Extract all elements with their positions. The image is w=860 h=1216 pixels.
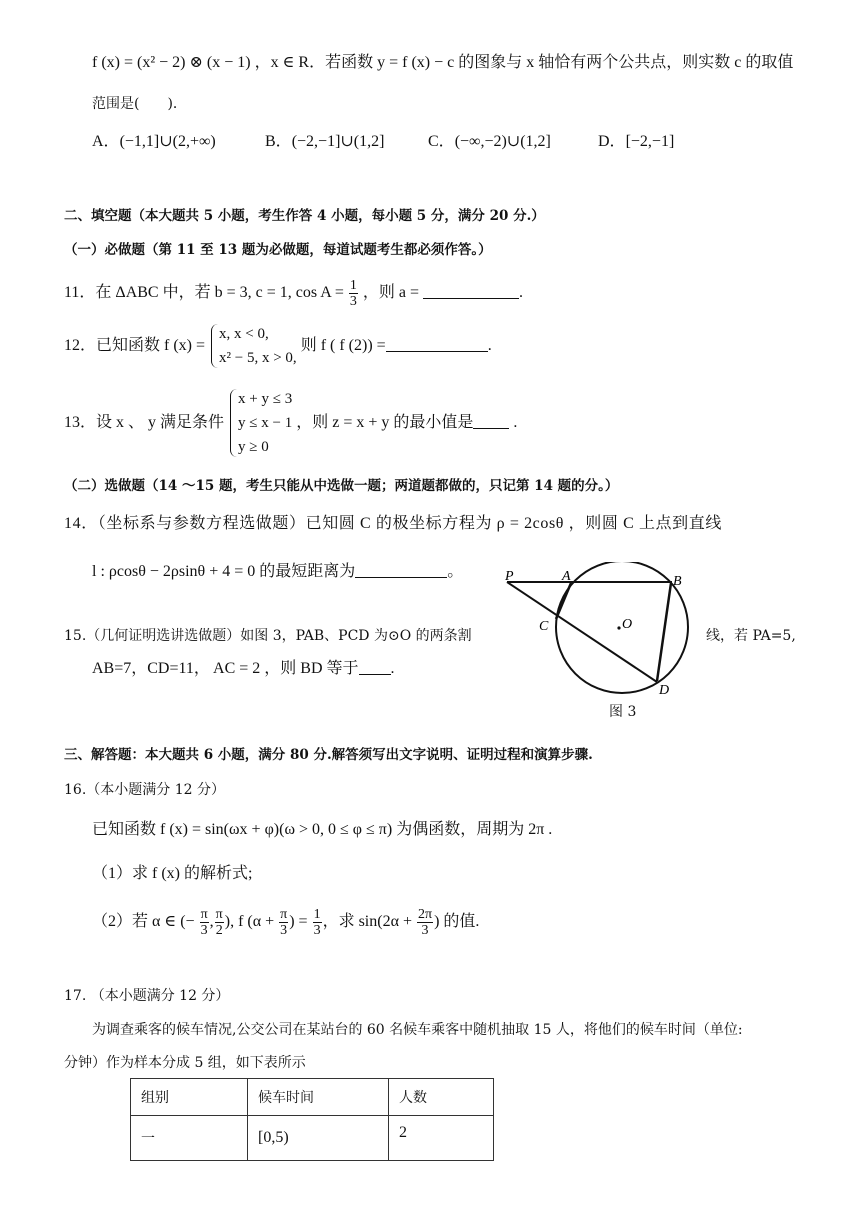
answer-blank — [355, 563, 447, 578]
fraction — [417, 907, 433, 938]
section2-heading: 二、填空题（本大题共 5 小题，考生作答 4 小题，每小题 5 分，满分 20 分.） — [64, 208, 545, 224]
label-a: A — [562, 569, 571, 584]
q11 — [64, 273, 523, 313]
fraction — [215, 907, 224, 938]
q17-heading: 17. （本小题满分 12 分） — [64, 988, 230, 1004]
q15-line1: 15.（几何证明选讲选做题）如图 3，PAB、PCD 为⊙O 的两条割 — [64, 628, 472, 644]
q16-body: 已知函数 f (x) = sin(ωx + φ)(ω > 0, 0 ≤ φ ≤ π) 为偶函数，周期为 2π . — [92, 821, 553, 838]
numerator: π — [215, 906, 223, 922]
q10-line1: f (x) = (x² − 2) ⊗ (x − 1) ，x ∈ R．若函数 y = f (x) − c 的图象与 x 轴恰有两个公共点，则实数 c 的取值 — [92, 54, 794, 71]
numerator: π — [280, 906, 288, 922]
q17-body-line2: 分钟）作为样本分成 5 组，如下表所示 — [64, 1055, 306, 1071]
section3-heading: 三、解答题：本大题共 6 小题，满分 80 分.解答须写出文字说明、证明过程和演算步骤. — [64, 747, 593, 763]
q12 — [64, 320, 492, 372]
option-label: A． — [92, 133, 120, 150]
figure-caption: 图 3 — [609, 704, 637, 720]
option-text: (−∞,−2)∪(1,2] — [454, 133, 551, 150]
constraint-brace — [228, 387, 292, 459]
label-p: P — [505, 569, 514, 584]
case-2: y ≤ x − 1 — [238, 415, 293, 432]
q15-text: AB=7，CD=11， AC = 2 ，则 BD 等于 — [92, 660, 359, 677]
q13 — [64, 385, 517, 461]
denominator: 3 — [313, 922, 321, 938]
label-o: O — [622, 617, 633, 632]
table-header: 组别 — [131, 1079, 248, 1116]
numerator: 1 — [349, 277, 357, 293]
q12-text: 12．已知函数 f (x) = — [64, 337, 206, 354]
answer-blank — [386, 337, 488, 352]
q16-text-f: ) 的值. — [434, 913, 480, 930]
fraction — [200, 907, 209, 938]
chord-bd — [657, 583, 671, 681]
secant-pcd — [507, 582, 657, 682]
q14-text: l : ρcosθ − 2ρsinθ + 4 = 0 的最短距离为 — [92, 563, 356, 580]
answer-blank — [473, 414, 509, 429]
fraction — [313, 907, 322, 938]
fraction — [349, 278, 358, 309]
q10-option-b — [265, 132, 384, 152]
fraction — [279, 907, 288, 938]
label-d: D — [659, 683, 670, 698]
figure-3-circle-diagram — [495, 562, 695, 722]
q10-option-c — [428, 132, 551, 152]
q13-text: 13．设 x 、 y 满足条件 — [64, 414, 225, 431]
section2-sub1: （一）必做题（第 11 至 13 题为必做题，每道试题考生都必须作答。） — [64, 242, 492, 258]
q12-text2: 则 f ( f (2)) = — [300, 337, 386, 354]
answer-blank — [423, 284, 519, 299]
table-header: 人数 — [389, 1079, 494, 1116]
case-3: y ≥ 0 — [238, 439, 269, 456]
q16-part2 — [92, 900, 479, 944]
center-point — [617, 626, 620, 629]
q16-part1: （1）求 f (x) 的解析式; — [92, 865, 253, 882]
chord-ac — [556, 583, 571, 619]
option-text: (−2,−1]∪(1,2] — [291, 133, 385, 150]
q15-line2 — [92, 659, 395, 679]
q12-end: . — [487, 337, 492, 354]
q16-text-a: （2）若 α ∈ (− — [92, 913, 195, 930]
case-1: x + y ≤ 3 — [238, 391, 293, 408]
q13-text2: ，则 z = x + y 的最小值是 — [296, 414, 474, 431]
denominator: 2 — [215, 922, 223, 938]
q14-end: 。 — [447, 563, 464, 580]
option-label: B． — [265, 133, 292, 150]
q11-text: 11．在 ΔABC 中，若 b = 3, c = 1, cos A = — [64, 284, 344, 301]
q11-text2: ，则 a = — [362, 284, 420, 301]
q17-body-line1: 为调查乘客的候车情况,公交公司在某站台的 60 名候车乘客中随机抽取 15 人，将他们的候车时间（单位: — [92, 1022, 743, 1038]
q16-text-b: , — [209, 913, 214, 930]
case-1: x, x < 0, — [219, 326, 269, 343]
denominator: 3 — [200, 922, 208, 938]
table-header-row — [131, 1079, 494, 1116]
q16-heading: 16.（本小题满分 12 分） — [64, 782, 225, 798]
table-cell: [0,5) — [248, 1116, 389, 1161]
table-row — [131, 1116, 494, 1161]
table-cell: 2 — [389, 1116, 494, 1161]
option-text: [−2,−1] — [625, 133, 675, 150]
option-text: (−1,1]∪(2,+∞) — [119, 133, 216, 150]
option-label: D． — [598, 133, 626, 150]
section2-sub2: （二）选做题（14 ～15 题，考生只能从中选做一题；两道题都做的，只记第 14 题的分。） — [64, 478, 619, 494]
q14-line1: 14．（坐标系与参数方程选做题）已知圆 C 的极坐标方程为 ρ = 2cosθ ，则圆 C 上点到直线 — [64, 515, 722, 532]
option-label: C． — [428, 133, 455, 150]
denominator: 3 — [280, 922, 288, 938]
q15-line1-tail: 线，若 PA=5, — [706, 628, 796, 644]
q10-line2: 范围是( )． — [92, 96, 187, 112]
q16-text-c: ), f (α + — [224, 913, 275, 930]
q16-text-d: ) = — [289, 913, 308, 930]
q11-end: . — [519, 284, 524, 301]
table-header: 候车时间 — [248, 1079, 389, 1116]
label-b: B — [673, 574, 682, 589]
q10-option-a — [92, 132, 216, 152]
q10-option-d — [598, 132, 674, 152]
table-cell: 一 — [131, 1116, 248, 1161]
q16-text-e: ，求 sin(2α + — [322, 913, 412, 930]
q14-line2 — [92, 562, 463, 582]
denominator: 3 — [349, 293, 357, 309]
answer-blank — [359, 660, 391, 675]
label-c: C — [539, 619, 549, 634]
q15-end: . — [390, 660, 395, 677]
piecewise-brace — [209, 322, 297, 370]
q13-end: . — [513, 414, 518, 431]
numerator: 1 — [313, 906, 321, 922]
data-table — [130, 1078, 494, 1161]
numerator: 2π — [418, 906, 433, 922]
numerator: π — [200, 906, 208, 922]
case-2: x² − 5, x > 0, — [219, 350, 297, 367]
denominator: 3 — [421, 922, 429, 938]
